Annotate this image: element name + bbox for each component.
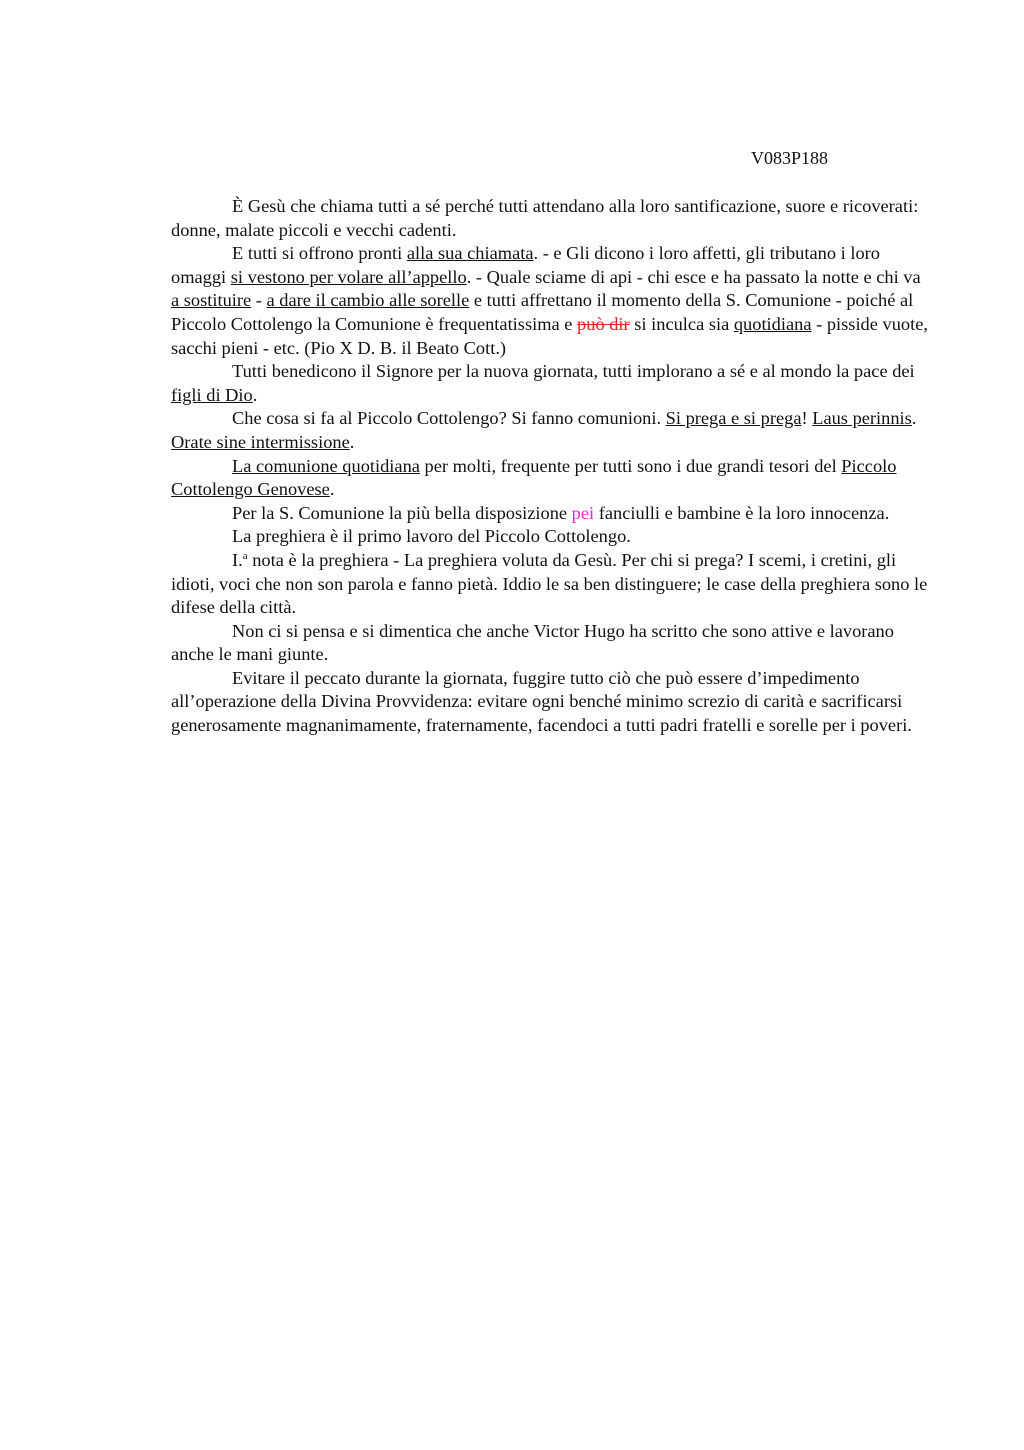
text-segment: . <box>252 384 258 405</box>
paragraph <box>171 667 931 738</box>
underlined-text: alla sua chiamata <box>406 243 534 264</box>
underlined-text: Si prega e si prega <box>665 408 802 429</box>
paragraph <box>171 455 931 502</box>
paragraph <box>171 360 931 407</box>
inserted-text: pei <box>571 502 595 523</box>
text-segment: ! <box>801 408 813 429</box>
underlined-text: Orate sine intermissione <box>171 431 350 452</box>
text-segment: La preghiera è il primo lavoro del Piccolo Cottolengo. <box>232 526 631 547</box>
text-segment: nota è la preghiera - La preghiera voluta da Gesù. Per chi si prega? I scemi, i cretini, gli idioti, voci che non son parola e fanno pietà. Iddio le sa ben distinguere; le case della preghiera sono le difese della città. <box>171 549 928 618</box>
underlined-text: si vestono per volare all’appello <box>230 266 467 287</box>
page-id: V083P188 <box>751 148 829 168</box>
text-segment: Non ci si pensa e si dimentica che anche Victor Hugo ha scritto che sono attive e lavorano anche le mani giunte. <box>171 620 894 665</box>
superscript-text: a <box>242 549 248 562</box>
text-segment: - pisside vuote, sacchi pieni - etc. (Pio X D. B. il Beato Cott.) <box>171 313 928 358</box>
text-segment: Che cosa si fa al Piccolo Cottolengo? Si fanno comunioni. <box>232 408 666 429</box>
text-segment: . - e Gli dicono i loro affetti, gli tributano i loro omaggi <box>171 243 880 287</box>
text-segment: Tutti benedicono il Signore per la nuova giornata, tutti implorano a sé e al mondo la pace dei <box>232 361 915 382</box>
deleted-text: può dir <box>577 313 630 334</box>
paragraph <box>171 502 931 526</box>
underlined-text: La comunione quotidiana <box>232 455 420 476</box>
document-body <box>171 195 931 738</box>
text-segment: E tutti si offrono pronti <box>232 243 407 264</box>
paragraph <box>171 407 931 454</box>
text-segment: fanciulli e bambine è la loro innocenza. <box>594 502 890 523</box>
underlined-text: figli di Dio <box>171 384 253 405</box>
paragraph <box>171 549 931 620</box>
paragraph <box>171 525 931 549</box>
paragraph <box>171 620 931 667</box>
text-segment: Evitare il peccato durante la giornata, fuggire tutto ciò che può essere d’impedimento all’operazione della Divina Provvidenza: evitare ogni benché minimo screzio di carità e sacrificarsi generosamente magnanimamente, fraternamente, facendoci a tutti padri fratelli e sorelle per i poveri. <box>171 667 912 736</box>
text-segment: È Gesù che chiama tutti a sé perché tutti attendano alla loro santificazione, suore e ricoverati: donne, malate piccoli e vecchi cadenti. <box>171 196 919 240</box>
text-segment: per molti, frequente per tutti sono i due grandi tesori del <box>419 455 842 476</box>
paragraph <box>171 242 931 360</box>
text-segment: - <box>251 290 267 311</box>
text-segment: . - Quale sciame di api - chi esce e ha passato la notte e chi va <box>466 266 921 287</box>
underlined-text: quotidiana <box>733 313 812 334</box>
paragraph <box>171 195 931 242</box>
underlined-text: a dare il cambio alle sorelle <box>266 290 470 311</box>
text-segment: Per la S. Comunione la più bella disposizione <box>232 502 572 523</box>
text-segment: . <box>349 431 355 452</box>
text-segment: e tutti affrettano il momento della S. Comunione - poiché al Piccolo Cottolengo la Comunione è frequentatissima e <box>171 290 914 334</box>
text-segment: . <box>329 479 335 500</box>
underlined-text: a sostituire <box>171 290 252 311</box>
text-segment: I. <box>232 549 243 570</box>
text-segment: . <box>911 408 917 429</box>
underlined-text: Laus perinnis <box>812 408 912 429</box>
text-segment: si inculca sia <box>629 313 734 334</box>
underlined-text: Piccolo Cottolengo Genovese <box>171 455 897 500</box>
